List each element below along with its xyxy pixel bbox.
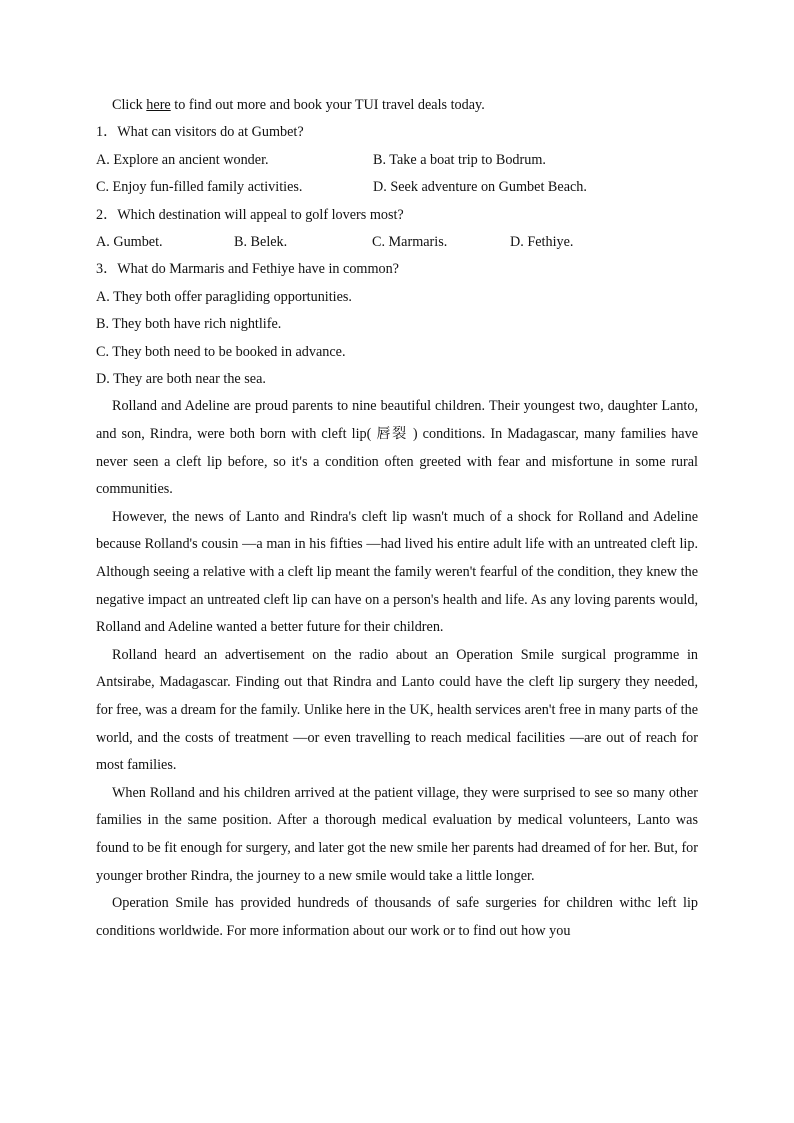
intro-text-after: to find out more and book your TUI travel deals today. [170,97,485,113]
question-3-option-c[interactable]: C. They both need to be booked in advance. [96,343,346,360]
question-2-option-a[interactable]: A. Gumbet. [96,234,163,251]
question-3-option-d[interactable]: D. They are both near the sea. [96,371,266,388]
question-2-option-c[interactable]: C. Marmaris. [372,234,448,251]
document-page [96,92,698,945]
question-2-options-row [96,229,698,256]
question-1-option-a[interactable]: A. Explore an ancient wonder. [96,151,269,168]
passage-paragraph-5: Operation Smile has provided hundreds of thousands of safe surgeries for children withc left lip conditions worldwide. For more information about our work or to find out how you [96,895,698,939]
question-1-option-d[interactable]: D. Seek adventure on Gumbet Beach. [373,179,587,196]
passage-paragraph-2: However, the news of Lanto and Rindra's cleft lip wasn't much of a shock for Rolland and Adeline because Rolland's cousin —a man in his fifties —had lived his entire adult life with an untreated cleft lip. Although seeing a relative with a cleft lip meant the family weren't fearful of the condition, they knew the negative impact an untreated cleft lip can have on a person's health and life. As any loving parents would, Rolland and Adeline wanted a better future for their children. [96,508,698,636]
passage-paragraph-4: When Rolland and his children arrived at the patient village, they were surprised to see so many other families in the same position. After a thorough medical evaluation by medical volunteers, Lanto was found to be fit enough for surgery, and later got the new smile her parents had dreamed of for her. But, for younger brother Rindra, the journey to a new smile would take a little longer. [96,784,698,884]
question-2-option-d[interactable]: D. Fethiye. [510,234,574,251]
question-1-option-b[interactable]: B. Take a boat trip to Bodrum. [373,151,546,168]
passage-paragraph-1: Rolland and Adeline are proud parents to nine beautiful children. Their youngest two, daughter Lanto, and son, Rindra, were both born with cleft lip( 唇裂 ) conditions. In Madagascar, many families have never seen a cleft lip before, so it's a condition often greeted with fear and misfortune in some rural communities. [96,398,698,498]
question-3-option-a[interactable]: A. They both offer paragliding opportunities. [96,288,352,305]
intro-line [96,92,698,119]
question-1-options-row-2 [96,174,698,201]
passage-paragraph-3: Rolland heard an advertisement on the radio about an Operation Smile surgical programme in Antsirabe, Madagascar. Finding out that Rindra and Lanto could have the cleft lip surgery they needed, for free, was a dream for the family. Unlike here in the UK, health services aren't free in many parts of the world, and the costs of treatment —or even travelling to reach medical facilities —are out of reach for most families. [96,646,698,774]
question-2-option-b[interactable]: B. Belek. [234,234,288,251]
question-1-stem: 1．What can visitors do at Gumbet? [96,124,304,141]
question-3-option-b[interactable]: B. They both have rich nightlife. [96,316,282,333]
intro-text-before: Click [112,97,147,113]
question-2-stem: 2．Which destination will appeal to golf lovers most? [96,206,404,223]
question-3-stem: 3．What do Marmaris and Fethiye have in common? [96,261,399,278]
here-link[interactable]: here [146,97,171,113]
question-1-option-c[interactable]: C. Enjoy fun-filled family activities. [96,179,303,196]
question-1-options-row-1 [96,147,698,174]
